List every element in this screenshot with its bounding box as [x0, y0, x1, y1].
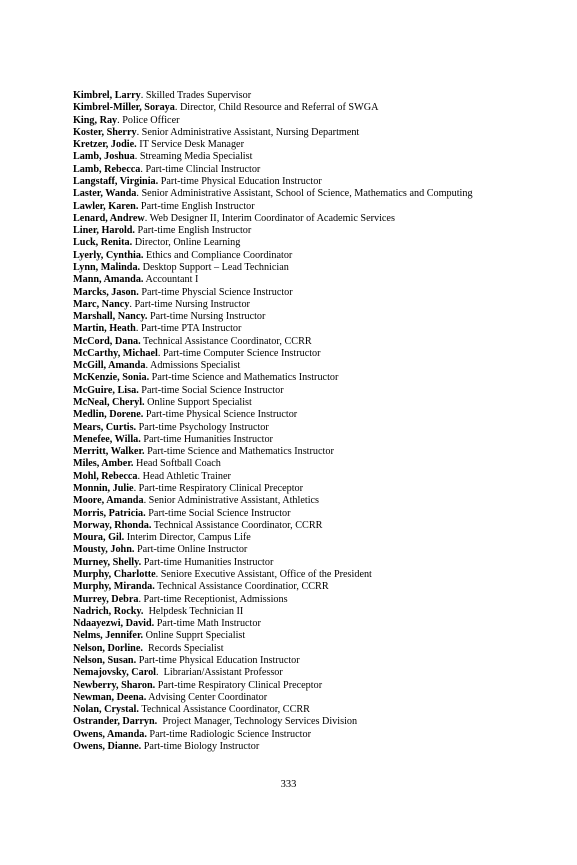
entry-title: Project Manager, Technology Services Division: [162, 716, 358, 728]
page-number: 333: [280, 779, 297, 790]
entry-title: Streaming Media Specialist: [139, 151, 253, 163]
entry-title: Part-time English Instructor: [137, 225, 252, 237]
entry-name: Laster, Wanda: [73, 188, 137, 200]
entry-name: Mears, Curtis.: [73, 421, 137, 433]
directory-entry: [73, 287, 553, 299]
entry-name: Morris, Patricia.: [73, 507, 146, 519]
entry-separator: .: [140, 163, 146, 175]
entry-title: Head Softball Coach: [136, 458, 221, 470]
entry-separator: .: [138, 593, 144, 605]
entry-title: Part-time Physcial Science Instructor: [141, 286, 293, 298]
directory-entry: [73, 397, 553, 409]
directory-entry: [73, 606, 553, 618]
entry-title: Part-time Social Science Instructor: [148, 507, 291, 519]
directory-entry: [73, 667, 553, 679]
entry-title: Part-time Respiratory Clinical Preceptor: [138, 483, 304, 494]
entry-title: Online Supprt Specialist: [145, 630, 246, 642]
entry-name: Owens, Dianne.: [73, 740, 142, 752]
entry-title: Librarian/Assistant Professor: [163, 667, 283, 679]
entry-title: Part-time Computer Science Instructor: [162, 347, 321, 359]
entry-title: IT Service Desk Manager: [139, 139, 244, 151]
entry-title: Part-time Physical Education Instructor: [138, 654, 300, 666]
entry-name: Ndaayezwi, David.: [73, 618, 155, 630]
entry-title: Part-time Biology Instructor: [143, 740, 260, 752]
entry-name: Marc, Nancy: [73, 298, 130, 310]
entry-name: Marshall, Nancy.: [73, 311, 148, 323]
directory-entry: [73, 336, 553, 348]
directory-entry: [73, 102, 553, 114]
directory-entry: [73, 508, 553, 520]
entry-title: Part-time Nursing Instructor: [134, 298, 250, 310]
directory-entry: [73, 139, 553, 151]
directory-entry: [73, 164, 553, 176]
entry-title: Technical Assistance Coordinator, CCRR: [141, 704, 310, 716]
directory-entry: [73, 274, 553, 286]
entry-title: Desktop Support – Lead Technician: [142, 261, 289, 273]
directory-entry: [73, 385, 553, 397]
entry-title: Seniore Executive Assistant, Office of the President: [160, 568, 372, 580]
entry-name: Langstaff, Virginia.: [73, 175, 159, 187]
entry-separator: .: [157, 347, 163, 359]
entry-title: Accountant I: [145, 274, 199, 286]
entry-title: Part-time Online Instructor: [136, 544, 248, 556]
entry-name: Mann, Amanda.: [73, 274, 144, 286]
directory-entry: [73, 299, 553, 311]
entry-name: Kimbrel, Larry: [73, 90, 141, 101]
directory-entry: [73, 213, 553, 225]
entry-separator: .: [135, 323, 141, 335]
directory-entry: [73, 311, 553, 323]
entry-name: Kimbrel-Miller, Soraya: [73, 102, 175, 114]
directory-entry: [73, 569, 553, 581]
entry-title: Advising Center Coordinator: [148, 691, 268, 703]
entry-name: McGuire, Lisa.: [73, 384, 139, 396]
entry-name: Marcks, Jason.: [73, 286, 139, 298]
entry-name: Monnin, Julie: [73, 483, 134, 494]
directory-entry: [73, 544, 553, 556]
entry-title: Records Specialist: [148, 642, 224, 654]
entry-name: Kretzer, Jodie.: [73, 139, 137, 151]
entry-title: Part-time Receptionist, Admissions: [143, 593, 288, 605]
entry-title: Director, Online Learning: [134, 237, 241, 249]
entry-title: Technical Assistance Coordinator, CCRR: [143, 335, 312, 347]
directory-entry: [73, 360, 553, 372]
entry-name: Lamb, Joshua: [73, 151, 135, 163]
directory-entry: [73, 151, 553, 163]
entry-title: Part-time Humanities Instructor: [143, 556, 274, 568]
entry-name: McKenzie, Sonia.: [73, 372, 150, 384]
entry-name: Lenard, Andrew: [73, 212, 145, 224]
entry-title: Senior Administrative Assistant, Athletics: [148, 495, 320, 507]
entry-name: Lawler, Karen.: [73, 200, 139, 212]
entry-separator: .: [136, 126, 142, 138]
entry-name: Morway, Rhonda.: [73, 519, 152, 531]
entry-name: Moura, Gil.: [73, 532, 125, 544]
directory-entry: [73, 348, 553, 360]
entry-name: Nelms, Jennifer.: [73, 630, 144, 642]
entry-name: Lynn, Malinda.: [73, 261, 141, 273]
entry-title: Part-time Social Science Instructor: [141, 384, 284, 396]
entry-name: Lyerly, Cynthia.: [73, 249, 144, 261]
entry-name: Nelson, Susan.: [73, 654, 137, 666]
entry-name: King, Ray: [73, 114, 118, 126]
entry-separator: .: [144, 212, 150, 224]
directory-entry: [73, 250, 553, 262]
directory-entry: [73, 692, 553, 704]
directory-entry: [73, 532, 553, 544]
entry-title: Police Officer: [122, 114, 180, 126]
entry-name: Newman, Deena.: [73, 691, 147, 703]
directory-entry: [73, 716, 553, 728]
entry-title: Technical Assistance Coordinator, CCRR: [153, 519, 323, 531]
entry-title: Online Support Specialist: [147, 397, 252, 409]
entry-name: Ostrander, Darryn.: [73, 716, 158, 728]
entry-title: Web Designer II, Interim Coordinator of Academic Services: [149, 212, 395, 224]
entry-title: Part-time Humanities Instructor: [143, 433, 273, 445]
directory-entry: [73, 680, 553, 692]
entry-separator: .: [155, 568, 161, 580]
entry-separator: .: [134, 151, 140, 163]
directory-entry: [73, 618, 553, 630]
entry-name: Murphy, Miranda.: [73, 581, 155, 593]
entry-title: Senior Administrative Assistant, School of Science, Mathematics and Computing: [141, 188, 473, 200]
directory-entry: [73, 237, 553, 249]
entry-title: Helpdesk Technician II: [148, 605, 244, 617]
entry-separator: .: [133, 483, 139, 494]
entry-separator: .: [140, 90, 146, 101]
directory-entry: [73, 495, 553, 507]
entry-title: Part-time English Instructor: [140, 200, 255, 212]
entry-separator: .: [174, 102, 180, 114]
directory-entry: [73, 655, 553, 667]
entry-title: Part-time Radiologic Science Instructor: [149, 728, 311, 740]
entry-separator: .: [136, 188, 142, 200]
entry-title: Ethics and Compliance Coordinator: [146, 249, 293, 261]
directory-entry: [73, 643, 553, 655]
entry-title: Part-time Science and Mathematics Instructor: [151, 372, 339, 384]
directory-entry: [73, 90, 553, 102]
directory-entry: [73, 471, 553, 483]
entry-name: Moore, Amanda: [73, 495, 144, 507]
entry-title: Admissions Specialist: [149, 360, 241, 372]
directory-entry: [73, 127, 553, 139]
entry-title: Part-time Science and Mathematics Instructor: [147, 446, 334, 458]
entry-separator: .: [129, 298, 135, 310]
directory-entry: [73, 557, 553, 569]
entry-title: Technical Assistance Coordinatior, CCRR: [157, 581, 329, 593]
entry-separator: .: [137, 470, 143, 482]
entry-name: Murrey, Debra: [73, 593, 139, 605]
entry-name: McNeal, Cheryl.: [73, 397, 145, 409]
entry-separator: .: [143, 495, 149, 507]
entry-name: McGill, Amanda: [73, 360, 146, 372]
entry-name: Menefee, Willa.: [73, 433, 141, 445]
directory-entry: [73, 422, 553, 434]
directory-entry: [73, 520, 553, 532]
entry-name: McCarthy, Michael: [73, 347, 158, 359]
entry-name: Mousty, John.: [73, 544, 135, 556]
entry-name: Murney, Shelly.: [73, 556, 142, 568]
directory-entry: [73, 594, 553, 606]
entry-title: Part-time Math Instructor: [156, 618, 261, 630]
directory-entry: [73, 434, 553, 446]
entry-name: Merritt, Walker.: [73, 446, 145, 458]
entry-name: Owens, Amanda.: [73, 728, 147, 740]
directory-entry: [73, 704, 553, 716]
directory-entry: [73, 372, 553, 384]
directory-entry: [73, 262, 553, 274]
directory-entry: [73, 581, 553, 593]
directory-entry: [73, 323, 553, 335]
entry-separator: .: [145, 360, 150, 372]
directory-entry: [73, 741, 553, 753]
entry-name: Koster, Sherry: [73, 126, 137, 138]
entry-name: Nelson, Dorline.: [73, 642, 143, 654]
entry-name: Medlin, Dorene.: [73, 409, 144, 421]
directory-entry: [73, 630, 553, 642]
entry-title: Senior Administrative Assistant, Nursing Department: [141, 126, 360, 138]
entry-name: Martin, Heath: [73, 323, 136, 335]
entry-title: Part-time Respiratory Clinical Preceptor: [157, 679, 323, 691]
entry-name: Nolan, Crystal.: [73, 704, 139, 716]
entry-name: Murphy, Charlotte: [73, 568, 156, 580]
directory-entry: [73, 409, 553, 421]
entry-title: Part-time Physical Education Instructor: [160, 175, 322, 187]
entry-name: Liner, Harold.: [73, 225, 135, 237]
directory-entry: [73, 188, 553, 200]
entry-title: Head Athletic Trainer: [142, 470, 231, 482]
entry-title: Part-time Physical Science Instructor: [145, 409, 298, 421]
directory-entry: [73, 446, 553, 458]
directory-entry: [73, 176, 553, 188]
entry-title: Part-time Nursing Instructor: [149, 311, 266, 323]
entry-separator: .: [117, 114, 123, 126]
entry-name: Nemajovsky, Carol: [73, 667, 157, 679]
entry-name: Mohl, Rebecca: [73, 470, 138, 482]
entry-name: Lamb, Rebecca: [73, 163, 141, 175]
entry-title: Interim Director, Campus Life: [126, 532, 251, 544]
directory-entry: [73, 115, 553, 127]
directory-list: [73, 90, 553, 753]
entry-title: Part-time PTA Instructor: [140, 323, 242, 335]
entry-name: Miles, Amber.: [73, 458, 134, 470]
entry-title: Director, Child Resource and Referral of SWGA: [179, 102, 379, 114]
entry-name: Nadrich, Rocky.: [73, 605, 144, 617]
entry-name: McCord, Dana.: [73, 335, 141, 347]
directory-entry: [73, 483, 553, 495]
directory-entry: [73, 225, 553, 237]
directory-entry: [73, 458, 553, 470]
entry-title: Part-time Clincial Instructor: [145, 163, 261, 175]
entry-title: Part-time Psychology Instructor: [138, 421, 269, 433]
entry-name: Newberry, Sharon.: [73, 679, 156, 691]
entry-title: Skilled Trades Supervisor: [145, 90, 252, 101]
entry-name: Luck, Renita.: [73, 237, 133, 249]
entry-separator: .: [156, 667, 164, 679]
directory-entry: [73, 729, 553, 741]
directory-entry: [73, 201, 553, 213]
